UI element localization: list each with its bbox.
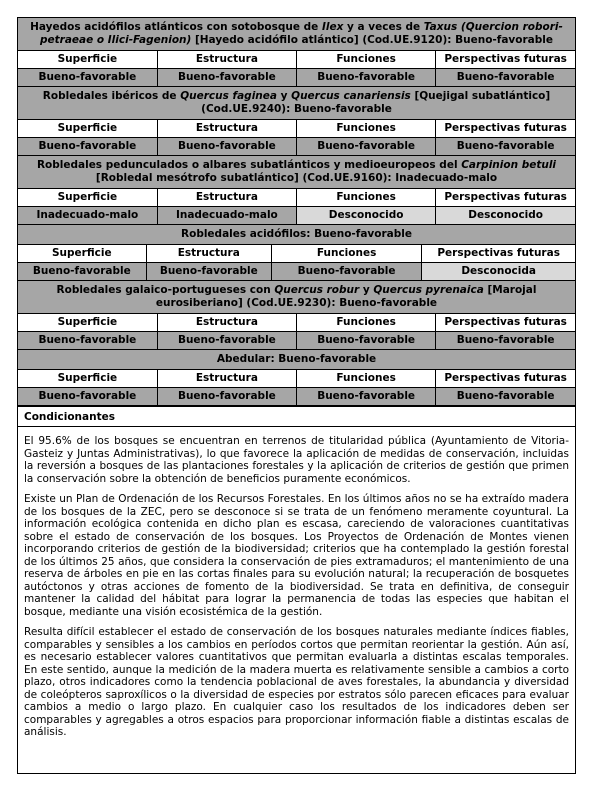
value-estructura: Bueno-favorable — [157, 69, 296, 87]
conditions-body — [18, 427, 575, 739]
document-frame — [17, 17, 576, 774]
value-superficie: Bueno-favorable — [18, 388, 157, 406]
label-perspectivas: Perspectivas futuras — [436, 314, 575, 332]
label-funciones: Funciones — [297, 189, 436, 207]
habitat-title: Robledales ibéricos de Quercus faginea y Quercus canariensis [Quejigal subatlántico] (Cod.UE.9240): Bueno-favorable — [18, 87, 575, 120]
value-estructura: Bueno-favorable — [146, 263, 271, 281]
criteria-label-row — [18, 245, 575, 263]
label-perspectivas: Perspectivas futuras — [436, 189, 575, 207]
conditions-paragraph: Resulta difícil establecer el estado de conservación de los bosques naturales mediante índices fiables, comparables y sensibles a los cambios en períodos cortos que permitan reorientar la gestión. Aún así, es necesario establecer valores cuantitativos que permitan evaluarla a distintas escalas temporales. En este sentido, aunque la medición de la madera muerta es relativamente sensible a cambios a corto plazo, otros indicadores como la tendencia poblacional de aves forestales, la abundancia y diversidad de coleópteros saproxílicos o la diversidad de especies por estratos sólo parecen eficaces para evaluar cambios a medio o largo plazo. En cualquier caso los resultados de los indicadores deben ser comparables y agregables a otros espacios para proporcionar información fiable a distintas escalas de análisis. — [24, 626, 569, 738]
criteria-value-row — [18, 388, 575, 406]
value-estructura: Bueno-favorable — [157, 388, 296, 406]
value-perspectivas: Bueno-favorable — [436, 69, 575, 87]
label-estructura: Estructura — [157, 314, 296, 332]
habitat-title: Robledales acidófilos: Bueno-favorable — [18, 225, 575, 245]
label-funciones: Funciones — [297, 370, 436, 388]
label-estructura: Estructura — [157, 120, 296, 138]
value-funciones: Bueno-favorable — [271, 263, 421, 281]
label-funciones: Funciones — [297, 51, 436, 69]
label-perspectivas: Perspectivas futuras — [436, 120, 575, 138]
value-perspectivas: Desconocido — [436, 207, 575, 225]
label-superficie: Superficie — [18, 51, 157, 69]
value-superficie: Bueno-favorable — [18, 138, 157, 156]
conditions-heading: Condicionantes — [18, 406, 575, 427]
value-estructura: Bueno-favorable — [157, 332, 296, 350]
habitat-header-row — [18, 350, 575, 370]
habitat-header-row — [18, 156, 575, 189]
value-perspectivas: Bueno-favorable — [436, 138, 575, 156]
criteria-label-row — [18, 370, 575, 388]
habitat-table — [18, 225, 575, 281]
value-funciones: Bueno-favorable — [297, 388, 436, 406]
criteria-value-row — [18, 138, 575, 156]
habitat-title: Robledales galaico-portugueses con Quercus robur y Quercus pyrenaica [Marojal eurosiberiano] (Cod.UE.9230): Bueno-favorable — [18, 281, 575, 314]
criteria-value-row — [18, 69, 575, 87]
label-estructura: Estructura — [146, 245, 271, 263]
value-superficie: Inadecuado-malo — [18, 207, 157, 225]
conditions-paragraph: Existe un Plan de Ordenación de los Recursos Forestales. En los últimos años no se ha extraído madera de los bosques de la ZEC, pero se desconoce si se trata de un fenómeno meramente coyuntural. La información ecológica contenida en dicho plan es escasa, careciendo de valoraciones cuantitativas sobre el estado de conservación de los bosques. Los Proyectos de Ordenación de Montes vienen incorporando criterios de gestión de la biodiversidad; criterios que ha contemplado la gestión forestal de los últimos 25 años, que considera la conservación de pies extramaduros; el mantenimiento de una reserva de árboles en pie en las cortas finales para su evolución natural; la recuperación de bosquetes autóctonos y otras acciones de fomento de la biodiversidad. Se trata en definitiva, de conseguir mantener la calidad del hábitat para lograr la permanencia de todas las especies que habitan el bosque, mediante una visión ecosistémica de la gestión. — [24, 493, 569, 618]
label-superficie: Superficie — [18, 120, 157, 138]
label-superficie: Superficie — [18, 245, 146, 263]
label-funciones: Funciones — [297, 120, 436, 138]
value-superficie: Bueno-favorable — [18, 69, 157, 87]
label-estructura: Estructura — [157, 51, 296, 69]
criteria-label-row — [18, 189, 575, 207]
habitat-header-row — [18, 281, 575, 314]
criteria-label-row — [18, 120, 575, 138]
label-funciones: Funciones — [271, 245, 421, 263]
label-superficie: Superficie — [18, 314, 157, 332]
value-perspectivas: Bueno-favorable — [436, 388, 575, 406]
habitat-table — [18, 281, 575, 406]
value-estructura: Inadecuado-malo — [157, 207, 296, 225]
label-perspectivas: Perspectivas futuras — [422, 245, 575, 263]
habitat-title: Hayedos acidófilos atlánticos con sotobosque de Ilex y a veces de Taxus (Quercion robori-petraeae o Ilici-Fagenion) [Hayedo acidófilo atlántico] (Cod.UE.9120): Bueno-favorable — [18, 18, 575, 51]
label-estructura: Estructura — [157, 370, 296, 388]
value-perspectivas: Bueno-favorable — [436, 332, 575, 350]
label-estructura: Estructura — [157, 189, 296, 207]
criteria-label-row — [18, 51, 575, 69]
value-funciones: Bueno-favorable — [297, 332, 436, 350]
value-superficie: Bueno-favorable — [18, 263, 146, 281]
criteria-value-row — [18, 207, 575, 225]
value-perspectivas: Desconocida — [422, 263, 575, 281]
conditions-paragraph: El 95.6% de los bosques se encuentran en terrenos de titularidad pública (Ayuntamiento de Vitoria-Gasteiz y Juntas Administrativas), lo que favorece la aplicación de medidas de conservación, incluidas la reversión a bosques de las plantaciones forestales y la aplicación de criterios de gestión que primen la conservación sobre la obtención de beneficios puramente económicos. — [24, 435, 569, 485]
label-perspectivas: Perspectivas futuras — [436, 370, 575, 388]
criteria-label-row — [18, 314, 575, 332]
label-funciones: Funciones — [297, 314, 436, 332]
value-funciones: Bueno-favorable — [297, 69, 436, 87]
value-estructura: Bueno-favorable — [157, 138, 296, 156]
value-superficie: Bueno-favorable — [18, 332, 157, 350]
habitat-table — [18, 18, 575, 225]
value-funciones: Desconocido — [297, 207, 436, 225]
label-perspectivas: Perspectivas futuras — [436, 51, 575, 69]
habitat-header-row — [18, 87, 575, 120]
label-superficie: Superficie — [18, 370, 157, 388]
label-superficie: Superficie — [18, 189, 157, 207]
value-funciones: Bueno-favorable — [297, 138, 436, 156]
criteria-value-row — [18, 332, 575, 350]
habitat-header-row — [18, 225, 575, 245]
habitat-header-row — [18, 18, 575, 51]
habitat-title: Abedular: Bueno-favorable — [18, 350, 575, 370]
criteria-value-row — [18, 263, 575, 281]
habitat-title: Robledales pedunculados o albares subatlánticos y medioeuropeos del Carpinion betuli [Robledal mesótrofo subatlántico] (Cod.UE.9160): Inadecuado-malo — [18, 156, 575, 189]
